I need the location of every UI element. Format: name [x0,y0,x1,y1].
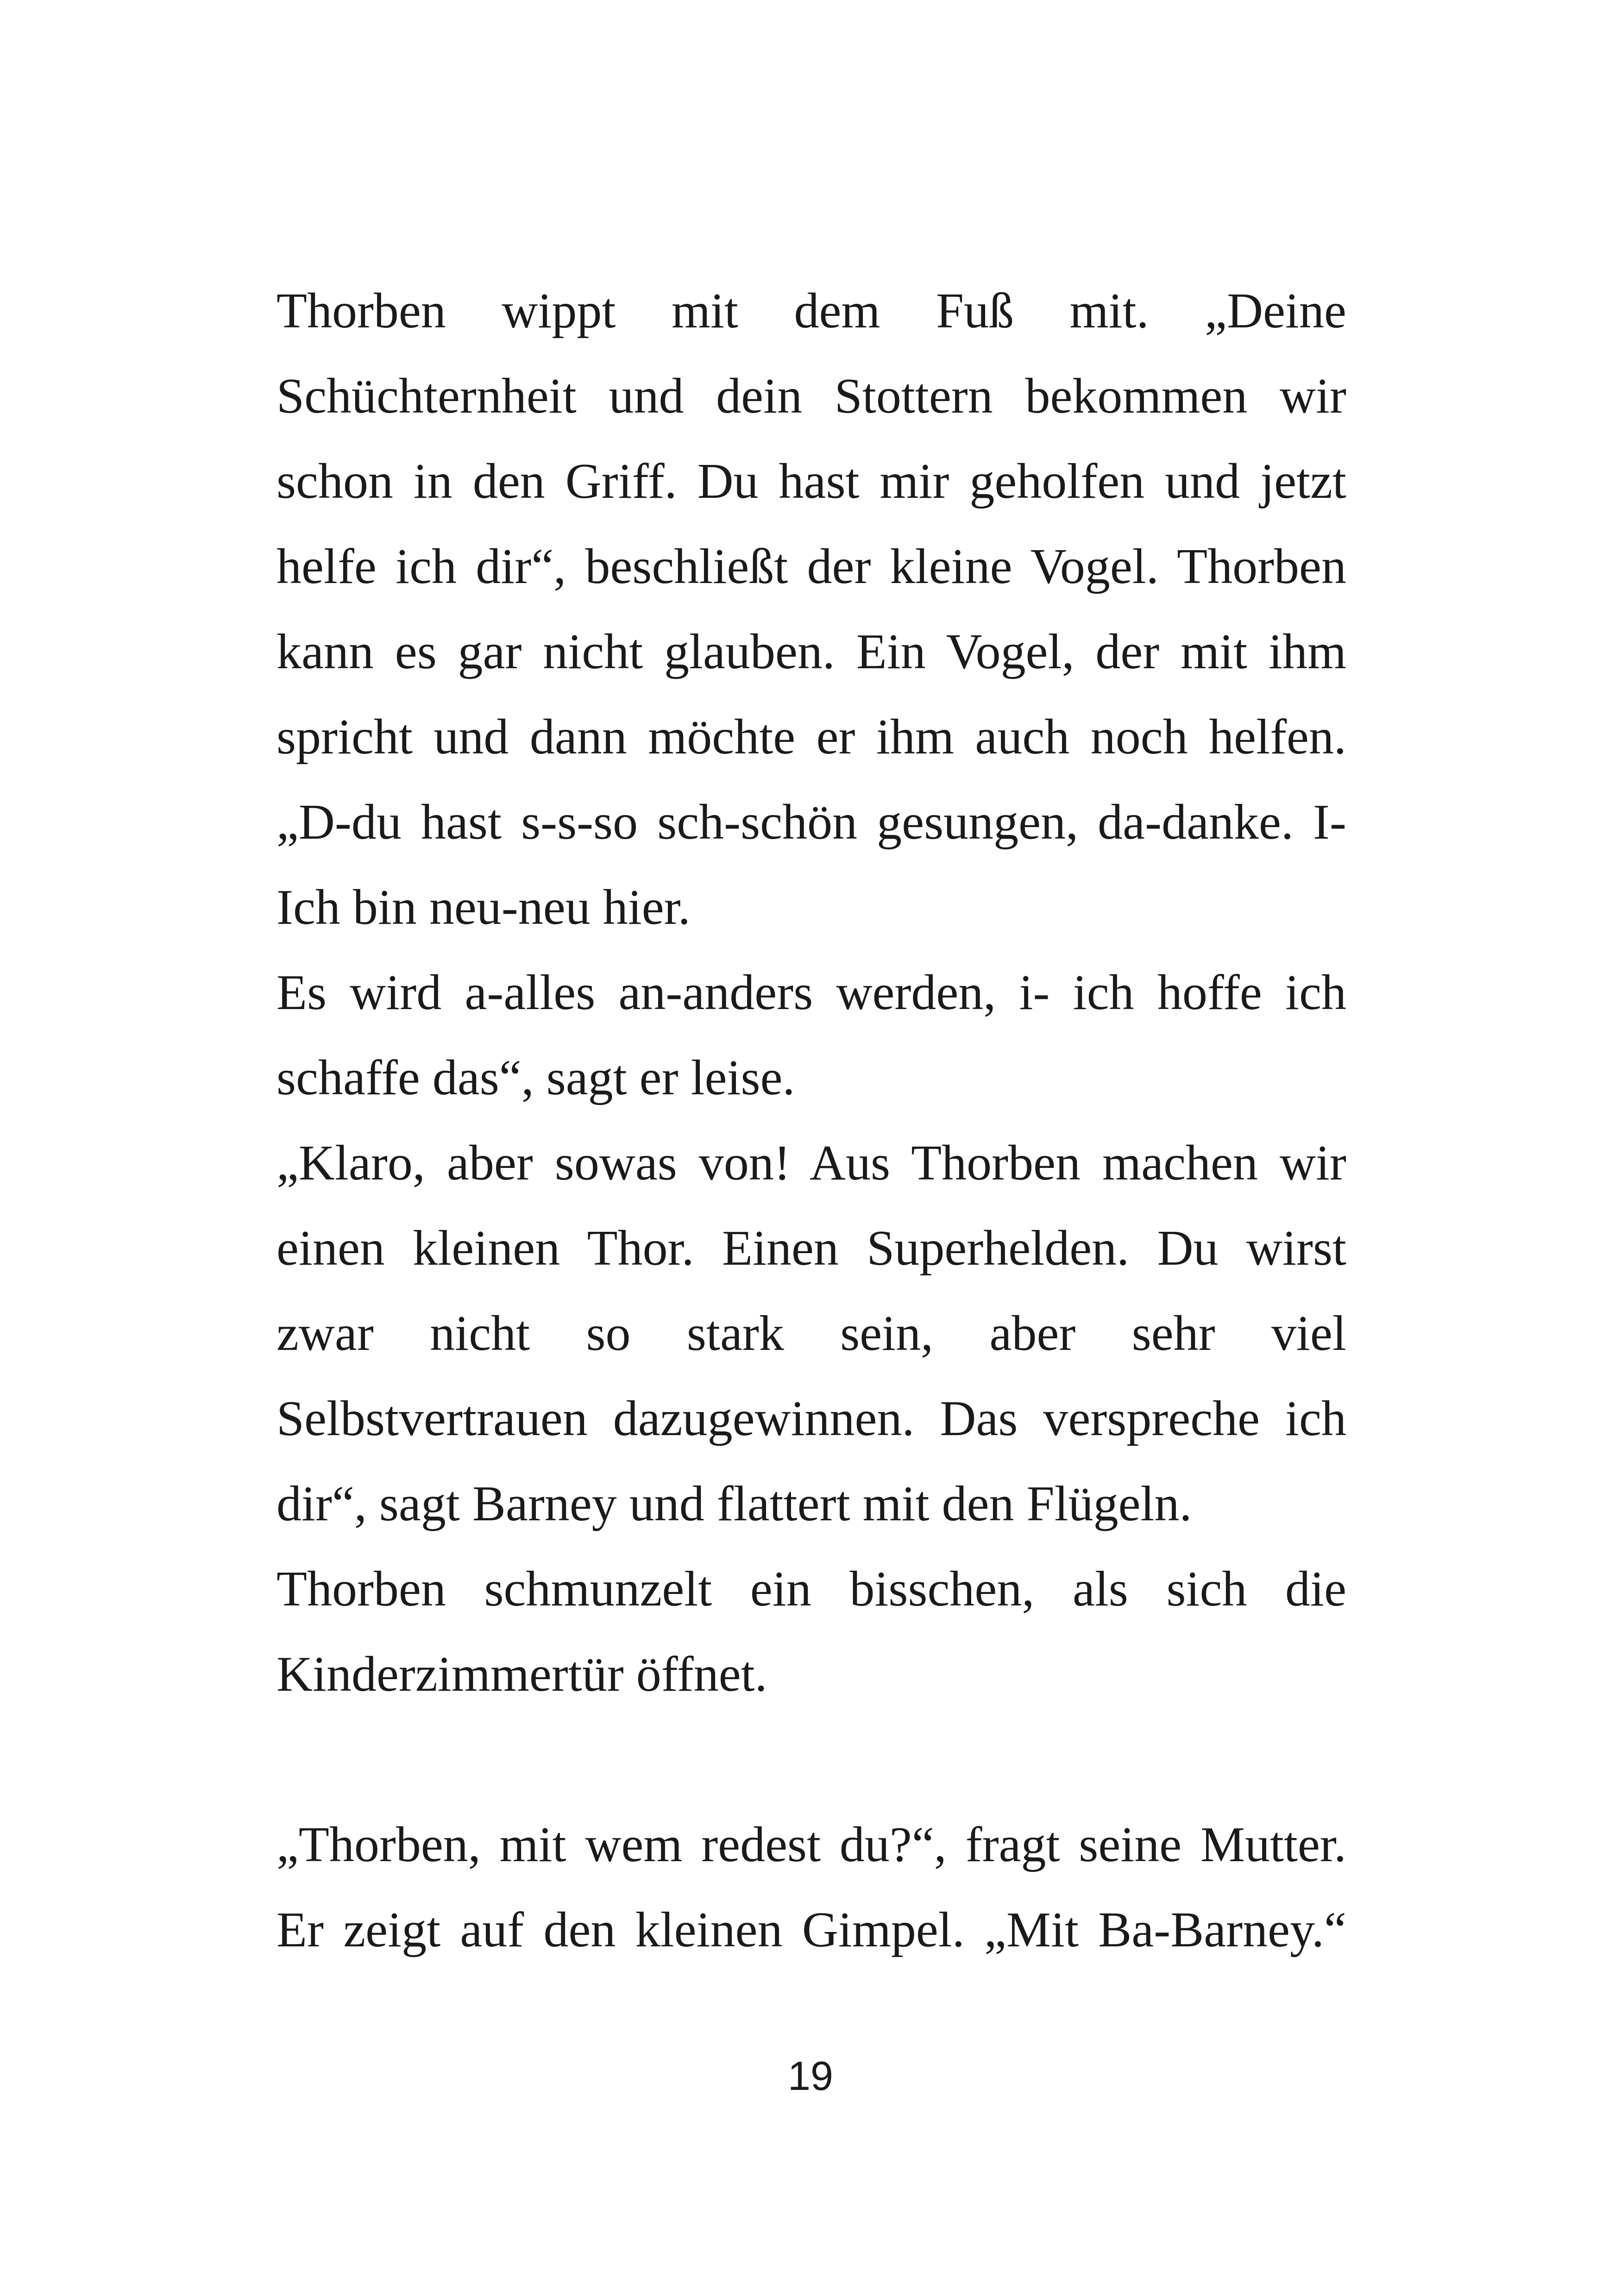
body-text [276,269,1346,1973]
text-line: Thorben schmunzelt ein bisschen, als sich die [276,1562,1346,1617]
text-line: Schüchternheit und dein Stottern bekommen wir [276,369,1346,424]
text-line: dir“, sagt Barney und flattert mit den Flügeln. [276,1476,1192,1531]
text-line: Kinderzimmertür öffnet. [276,1647,767,1702]
page-number: 19 [788,2053,833,2099]
text-line: „D-du hast s-s-so sch-schön gesungen, da-danke. I- [276,795,1346,850]
text-line: Thorben wippt mit dem Fuß mit. „Deine [276,283,1346,339]
text-line: Es wird a-alles an-anders werden, i- ich hoffe ich [276,965,1346,1020]
text-line: helfe ich dir“, beschließt der kleine Vogel. Thorben [276,539,1346,594]
text-line: zwar nicht so stark sein, aber sehr viel [276,1306,1346,1361]
text-line: kann es gar nicht glauben. Ein Vogel, der mit ihm [276,624,1346,679]
paragraph-gap [276,1717,1346,1802]
text-line: spricht und dann möchte er ihm auch noch helfen. [276,709,1346,765]
text-line: Selbstvertrauen dazugewinnen. Das verspreche ich [276,1391,1346,1446]
text-line: einen kleinen Thor. Einen Superhelden. Du wirst [276,1221,1346,1276]
text-line: „Klaro, aber sowas von! Aus Thorben machen wir [276,1135,1346,1191]
text-line: „Thorben, mit wem redest du?“, fragt seine Mutter. [276,1817,1346,1872]
text-line: Er zeigt auf den kleinen Gimpel. „Mit Ba-Barney.“ [276,1902,1346,1957]
text-line: Ich bin neu-neu hier. [276,880,691,935]
text-line: schaffe das“, sagt er leise. [276,1050,795,1105]
text-line: schon in den Griff. Du hast mir geholfen und jetzt [276,454,1346,509]
